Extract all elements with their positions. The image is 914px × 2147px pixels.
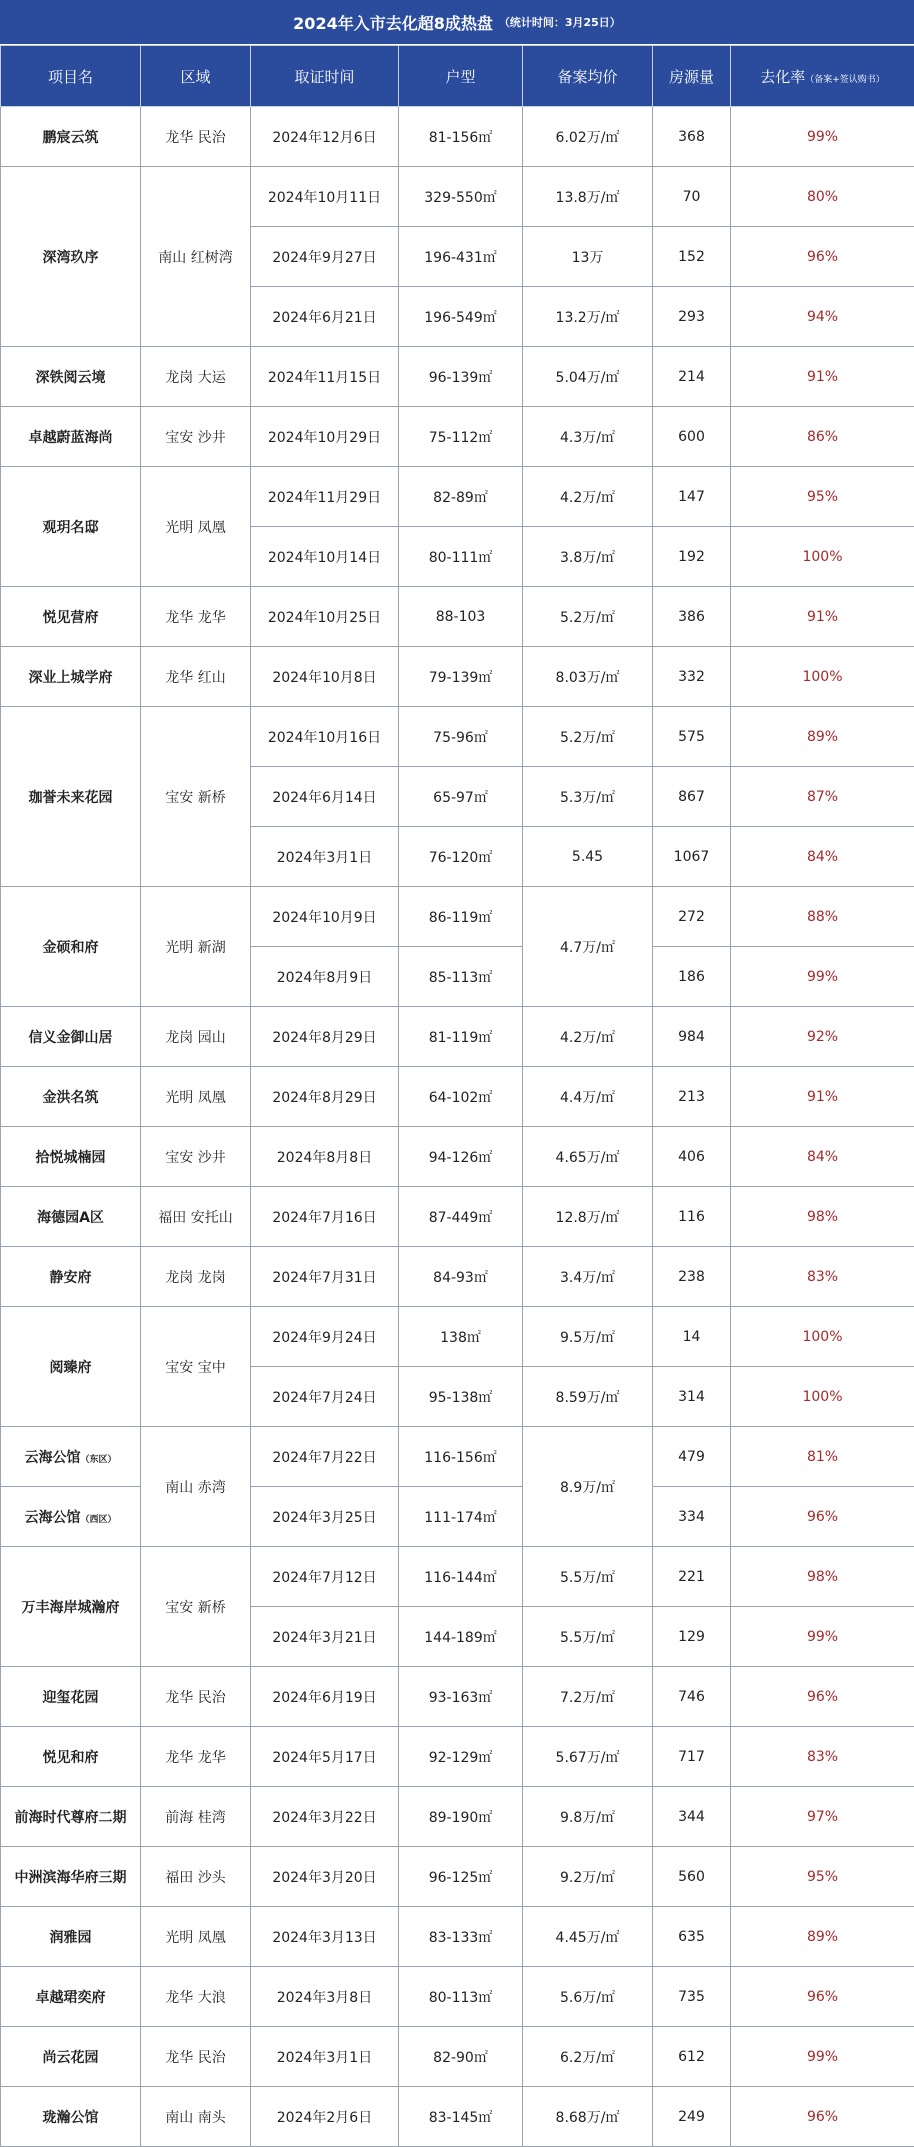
supply-cell: 314 [653, 1367, 731, 1427]
region-cell: 南山 红树湾 [141, 167, 251, 347]
header-name: 项目名 [1, 46, 141, 107]
unit-cell: 79-139㎡ [399, 647, 523, 707]
price-cell: 4.2万/㎡ [523, 467, 653, 527]
header-rate [731, 46, 914, 107]
table-row [1, 167, 914, 227]
supply-cell: 186 [653, 947, 731, 1007]
project-name: 润雅园 [49, 1929, 92, 1946]
project-name: 尚云花园 [42, 2049, 99, 2066]
rate-cell: 80% [731, 167, 914, 227]
unit-cell: 196-431㎡ [399, 227, 523, 287]
price-cell: 8.9万/㎡ [523, 1427, 653, 1547]
table-row [1, 647, 914, 707]
region-cell: 前海 桂湾 [141, 1787, 251, 1847]
supply-cell: 14 [653, 1307, 731, 1367]
supply-cell: 479 [653, 1427, 731, 1487]
unit-cell: 87-449㎡ [399, 1187, 523, 1247]
unit-cell: 92-129㎡ [399, 1727, 523, 1787]
hot-projects-table [0, 45, 914, 2147]
project-name-cell [1, 587, 141, 647]
project-name: 深湾玖序 [42, 249, 99, 266]
unit-cell: 76-120㎡ [399, 827, 523, 887]
price-cell: 5.45 [523, 827, 653, 887]
supply-cell: 368 [653, 107, 731, 167]
rate-cell: 99% [731, 947, 914, 1007]
table-body [1, 107, 914, 2147]
project-name: 珈誉未来花园 [28, 789, 113, 806]
table-row [1, 2027, 914, 2087]
rate-cell: 96% [731, 1967, 914, 2027]
unit-cell: 94-126㎡ [399, 1127, 523, 1187]
project-name-cell [1, 467, 141, 587]
price-cell: 5.3万/㎡ [523, 767, 653, 827]
project-name: 深业上城学府 [28, 669, 113, 686]
rate-cell: 87% [731, 767, 914, 827]
table-row [1, 1127, 914, 1187]
date-cell: 2024年7月24日 [251, 1367, 399, 1427]
project-name-cell [1, 167, 141, 347]
header-unit: 户型 [399, 46, 523, 107]
project-name-cell [1, 1667, 141, 1727]
region-cell: 龙华 大浪 [141, 1967, 251, 2027]
table-row [1, 1787, 914, 1847]
region-cell: 龙岗 园山 [141, 1007, 251, 1067]
table-row [1, 1967, 914, 2027]
price-cell: 12.8万/㎡ [523, 1187, 653, 1247]
supply-cell: 344 [653, 1787, 731, 1847]
rate-cell: 99% [731, 107, 914, 167]
price-cell: 6.2万/㎡ [523, 2027, 653, 2087]
supply-cell: 735 [653, 1967, 731, 2027]
project-name: 观玥名邸 [42, 519, 99, 536]
table-row [1, 347, 914, 407]
project-name: 迎玺花园 [42, 1689, 99, 1706]
table-row [1, 1307, 914, 1367]
region-cell: 光明 新湖 [141, 887, 251, 1007]
unit-cell: 82-89㎡ [399, 467, 523, 527]
date-cell: 2024年7月16日 [251, 1187, 399, 1247]
table-row [1, 1007, 914, 1067]
unit-cell: 111-174㎡ [399, 1487, 523, 1547]
project-name: 悦见营府 [42, 609, 99, 626]
project-name: 中洲滨海华府三期 [14, 1869, 127, 1886]
unit-cell: 96-139㎡ [399, 347, 523, 407]
unit-cell: 95-138㎡ [399, 1367, 523, 1427]
date-cell: 2024年3月22日 [251, 1787, 399, 1847]
region-cell: 宝安 宝中 [141, 1307, 251, 1427]
unit-cell: 138㎡ [399, 1307, 523, 1367]
region-cell: 福田 沙头 [141, 1847, 251, 1907]
supply-cell: 560 [653, 1847, 731, 1907]
date-cell: 2024年10月25日 [251, 587, 399, 647]
supply-cell: 147 [653, 467, 731, 527]
unit-cell: 80-111㎡ [399, 527, 523, 587]
date-cell: 2024年6月21日 [251, 287, 399, 347]
date-cell: 2024年10月11日 [251, 167, 399, 227]
region-cell: 福田 安托山 [141, 1187, 251, 1247]
project-name: 拾悦城楠园 [35, 1149, 106, 1166]
rate-cell: 100% [731, 1307, 914, 1367]
price-cell: 5.5万/㎡ [523, 1547, 653, 1607]
table-row [1, 587, 914, 647]
region-cell: 宝安 沙井 [141, 407, 251, 467]
table-row [1, 1907, 914, 1967]
table-row [1, 107, 914, 167]
supply-cell: 238 [653, 1247, 731, 1307]
date-cell: 2024年6月14日 [251, 767, 399, 827]
header-region: 区域 [141, 46, 251, 107]
rate-cell: 95% [731, 467, 914, 527]
rate-cell: 91% [731, 587, 914, 647]
supply-cell: 192 [653, 527, 731, 587]
supply-cell: 867 [653, 767, 731, 827]
region-cell: 宝安 新桥 [141, 707, 251, 887]
date-cell: 2024年8月29日 [251, 1067, 399, 1127]
table-row [1, 1727, 914, 1787]
supply-cell: 717 [653, 1727, 731, 1787]
unit-cell: 80-113㎡ [399, 1967, 523, 2027]
rate-cell: 81% [731, 1427, 914, 1487]
project-name: 悦见和府 [42, 1749, 99, 1766]
unit-cell: 82-90㎡ [399, 2027, 523, 2087]
project-name-cell [1, 107, 141, 167]
rate-cell: 83% [731, 1247, 914, 1307]
rate-cell: 83% [731, 1727, 914, 1787]
supply-cell: 272 [653, 887, 731, 947]
price-cell: 3.8万/㎡ [523, 527, 653, 587]
unit-cell: 96-125㎡ [399, 1847, 523, 1907]
price-cell: 4.3万/㎡ [523, 407, 653, 467]
date-cell: 2024年8月9日 [251, 947, 399, 1007]
header-rate-note: （备案+签认购书） [805, 74, 885, 85]
project-name-suffix: （西区） [80, 1514, 117, 1525]
region-cell: 南山 南头 [141, 2087, 251, 2147]
supply-cell: 116 [653, 1187, 731, 1247]
project-name: 卓越蔚蓝海尚 [28, 429, 113, 446]
date-cell: 2024年7月31日 [251, 1247, 399, 1307]
project-name-cell [1, 407, 141, 467]
table-row [1, 707, 914, 767]
price-cell: 4.65万/㎡ [523, 1127, 653, 1187]
price-cell: 5.6万/㎡ [523, 1967, 653, 2027]
unit-cell: 85-113㎡ [399, 947, 523, 1007]
region-cell: 龙岗 大运 [141, 347, 251, 407]
rate-cell: 99% [731, 1607, 914, 1667]
rate-cell: 100% [731, 527, 914, 587]
unit-cell: 329-550㎡ [399, 167, 523, 227]
project-name-cell [1, 2087, 141, 2147]
project-name: 金洪名筑 [42, 1089, 99, 1106]
price-cell: 7.2万/㎡ [523, 1667, 653, 1727]
rate-cell: 91% [731, 347, 914, 407]
table-row [1, 1247, 914, 1307]
price-cell: 13.2万/㎡ [523, 287, 653, 347]
rate-cell: 99% [731, 2027, 914, 2087]
unit-cell: 196-549㎡ [399, 287, 523, 347]
project-name-suffix: （东区） [80, 1454, 117, 1465]
supply-cell: 575 [653, 707, 731, 767]
date-cell: 2024年3月1日 [251, 827, 399, 887]
supply-cell: 221 [653, 1547, 731, 1607]
price-cell: 8.03万/㎡ [523, 647, 653, 707]
region-cell: 龙岗 龙岗 [141, 1247, 251, 1307]
unit-cell: 65-97㎡ [399, 767, 523, 827]
rate-cell: 98% [731, 1547, 914, 1607]
project-name: 万丰海岸城瀚府 [21, 1599, 120, 1616]
supply-cell: 984 [653, 1007, 731, 1067]
table-row [1, 1667, 914, 1727]
date-cell: 2024年7月22日 [251, 1427, 399, 1487]
project-name: 云海公馆 [24, 1449, 81, 1466]
region-cell: 光明 凤凰 [141, 1907, 251, 1967]
price-cell: 5.2万/㎡ [523, 707, 653, 767]
supply-cell: 213 [653, 1067, 731, 1127]
supply-cell: 1067 [653, 827, 731, 887]
price-cell: 3.4万/㎡ [523, 1247, 653, 1307]
price-cell: 5.5万/㎡ [523, 1607, 653, 1667]
date-cell: 2024年3月1日 [251, 2027, 399, 2087]
price-cell: 8.59万/㎡ [523, 1367, 653, 1427]
project-name-cell [1, 887, 141, 1007]
supply-cell: 332 [653, 647, 731, 707]
unit-cell: 83-133㎡ [399, 1907, 523, 1967]
rate-cell: 86% [731, 407, 914, 467]
project-name: 珑瀚公馆 [42, 2109, 99, 2126]
price-cell: 4.45万/㎡ [523, 1907, 653, 1967]
project-name: 卓越珺奕府 [35, 1989, 106, 2006]
unit-cell: 93-163㎡ [399, 1667, 523, 1727]
price-cell: 9.5万/㎡ [523, 1307, 653, 1367]
project-name-cell [1, 1007, 141, 1067]
rate-cell: 84% [731, 1127, 914, 1187]
supply-cell: 746 [653, 1667, 731, 1727]
unit-cell: 116-156㎡ [399, 1427, 523, 1487]
region-cell: 宝安 新桥 [141, 1547, 251, 1667]
supply-cell: 70 [653, 167, 731, 227]
project-name-cell [1, 1547, 141, 1667]
date-cell: 2024年12月6日 [251, 107, 399, 167]
date-cell: 2024年5月17日 [251, 1727, 399, 1787]
unit-cell: 144-189㎡ [399, 1607, 523, 1667]
project-name-cell [1, 1067, 141, 1127]
project-name-cell [1, 1307, 141, 1427]
rate-cell: 96% [731, 2087, 914, 2147]
date-cell: 2024年8月8日 [251, 1127, 399, 1187]
price-cell: 4.4万/㎡ [523, 1067, 653, 1127]
region-cell: 龙华 红山 [141, 647, 251, 707]
date-cell: 2024年3月21日 [251, 1607, 399, 1667]
project-name: 阅臻府 [49, 1359, 92, 1376]
unit-cell: 81-119㎡ [399, 1007, 523, 1067]
project-name-cell [1, 1967, 141, 2027]
table-title-bar [0, 0, 914, 45]
rate-cell: 96% [731, 1487, 914, 1547]
supply-cell: 635 [653, 1907, 731, 1967]
supply-cell: 293 [653, 287, 731, 347]
project-name-cell [1, 707, 141, 887]
date-cell: 2024年9月24日 [251, 1307, 399, 1367]
project-name-cell [1, 1247, 141, 1307]
table-row [1, 1847, 914, 1907]
unit-cell: 88-103 [399, 587, 523, 647]
region-cell: 宝安 沙井 [141, 1127, 251, 1187]
region-cell: 南山 赤湾 [141, 1427, 251, 1547]
price-cell: 9.8万/㎡ [523, 1787, 653, 1847]
rate-cell: 97% [731, 1787, 914, 1847]
rate-cell: 100% [731, 647, 914, 707]
date-cell: 2024年10月29日 [251, 407, 399, 467]
unit-cell: 64-102㎡ [399, 1067, 523, 1127]
unit-cell: 75-112㎡ [399, 407, 523, 467]
project-name-cell [1, 1127, 141, 1187]
region-cell: 龙华 龙华 [141, 587, 251, 647]
price-cell: 6.02万/㎡ [523, 107, 653, 167]
price-cell: 5.04万/㎡ [523, 347, 653, 407]
table-row [1, 2087, 914, 2147]
unit-cell: 75-96㎡ [399, 707, 523, 767]
price-cell: 13.8万/㎡ [523, 167, 653, 227]
rate-cell: 96% [731, 1667, 914, 1727]
supply-cell: 129 [653, 1607, 731, 1667]
rate-cell: 91% [731, 1067, 914, 1127]
rate-cell: 92% [731, 1007, 914, 1067]
table-subtitle: （统计时间：3月25日） [498, 16, 621, 29]
header-price: 备案均价 [523, 46, 653, 107]
table-row [1, 1187, 914, 1247]
rate-cell: 96% [731, 227, 914, 287]
project-name-cell [1, 2027, 141, 2087]
region-cell: 龙华 民治 [141, 2027, 251, 2087]
table-row [1, 1487, 914, 1547]
date-cell: 2024年10月16日 [251, 707, 399, 767]
date-cell: 2024年6月19日 [251, 1667, 399, 1727]
supply-cell: 600 [653, 407, 731, 467]
date-cell: 2024年9月27日 [251, 227, 399, 287]
project-name-cell [1, 1787, 141, 1847]
header-supply: 房源量 [653, 46, 731, 107]
table-row [1, 887, 914, 947]
date-cell: 2024年2月6日 [251, 2087, 399, 2147]
region-cell: 光明 凤凰 [141, 1067, 251, 1127]
header-date: 取证时间 [251, 46, 399, 107]
table-row [1, 1067, 914, 1127]
rate-cell: 100% [731, 1367, 914, 1427]
price-cell: 9.2万/㎡ [523, 1847, 653, 1907]
rate-cell: 98% [731, 1187, 914, 1247]
rate-cell: 94% [731, 287, 914, 347]
unit-cell: 116-144㎡ [399, 1547, 523, 1607]
unit-cell: 83-145㎡ [399, 2087, 523, 2147]
project-name-cell [1, 1487, 141, 1547]
rate-cell: 95% [731, 1847, 914, 1907]
project-name: 云海公馆 [24, 1509, 81, 1526]
supply-cell: 152 [653, 227, 731, 287]
supply-cell: 406 [653, 1127, 731, 1187]
supply-cell: 612 [653, 2027, 731, 2087]
unit-cell: 84-93㎡ [399, 1247, 523, 1307]
date-cell: 2024年8月29日 [251, 1007, 399, 1067]
rate-cell: 89% [731, 1907, 914, 1967]
table-row [1, 1427, 914, 1487]
date-cell: 2024年11月15日 [251, 347, 399, 407]
date-cell: 2024年7月12日 [251, 1547, 399, 1607]
project-name-cell [1, 1847, 141, 1907]
region-cell: 龙华 民治 [141, 1667, 251, 1727]
project-name-cell [1, 1727, 141, 1787]
table-row [1, 1547, 914, 1607]
project-name: 鹏宸云筑 [42, 129, 99, 146]
supply-cell: 214 [653, 347, 731, 407]
price-cell: 8.68万/㎡ [523, 2087, 653, 2147]
supply-cell: 334 [653, 1487, 731, 1547]
table-row [1, 407, 914, 467]
date-cell: 2024年10月9日 [251, 887, 399, 947]
header-row [1, 46, 914, 107]
rate-cell: 89% [731, 707, 914, 767]
date-cell: 2024年10月8日 [251, 647, 399, 707]
date-cell: 2024年3月20日 [251, 1847, 399, 1907]
region-cell: 龙华 民治 [141, 107, 251, 167]
date-cell: 2024年3月25日 [251, 1487, 399, 1547]
header-rate-label: 去化率 [760, 67, 806, 86]
project-name-cell [1, 1427, 141, 1487]
table-title: 2024年入市去化超8成热盘 [293, 13, 493, 33]
project-name-cell [1, 647, 141, 707]
price-cell: 13万 [523, 227, 653, 287]
project-name: 信义金御山居 [28, 1029, 113, 1046]
price-cell: 5.2万/㎡ [523, 587, 653, 647]
unit-cell: 86-119㎡ [399, 887, 523, 947]
project-name-cell [1, 1907, 141, 1967]
unit-cell: 81-156㎡ [399, 107, 523, 167]
supply-cell: 249 [653, 2087, 731, 2147]
project-name: 金硕和府 [42, 939, 99, 956]
table-row [1, 467, 914, 527]
project-name: 静安府 [49, 1269, 92, 1286]
rate-cell: 84% [731, 827, 914, 887]
project-name: 前海时代尊府二期 [14, 1809, 127, 1826]
supply-cell: 386 [653, 587, 731, 647]
project-name: 海德园A区 [37, 1209, 104, 1226]
price-cell: 4.7万/㎡ [523, 887, 653, 1007]
date-cell: 2024年3月8日 [251, 1967, 399, 2027]
project-name: 深铁阅云境 [35, 369, 106, 386]
price-cell: 4.2万/㎡ [523, 1007, 653, 1067]
date-cell: 2024年3月13日 [251, 1907, 399, 1967]
date-cell: 2024年11月29日 [251, 467, 399, 527]
date-cell: 2024年10月14日 [251, 527, 399, 587]
rate-cell: 88% [731, 887, 914, 947]
price-cell: 5.67万/㎡ [523, 1727, 653, 1787]
region-cell: 龙华 龙华 [141, 1727, 251, 1787]
project-name-cell [1, 347, 141, 407]
project-name-cell [1, 1187, 141, 1247]
unit-cell: 89-190㎡ [399, 1787, 523, 1847]
region-cell: 光明 凤凰 [141, 467, 251, 587]
